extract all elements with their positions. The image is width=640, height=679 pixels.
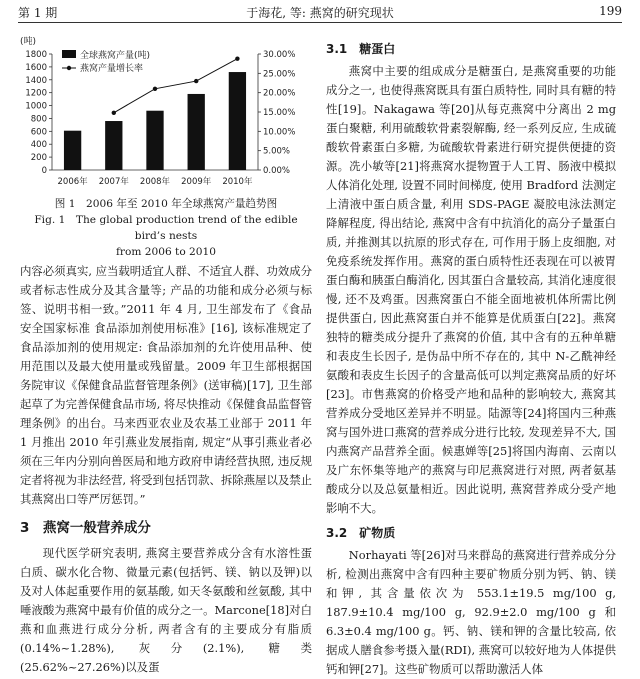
y-tick-label: 1200 [25, 88, 47, 99]
caption-cn: 图 1 2006 年至 2010 年全球燕窝产量趋势图 [54, 198, 278, 210]
y-tick-label: 1600 [25, 62, 47, 73]
right-column [326, 40, 616, 679]
page-number: 199 [599, 4, 622, 18]
bar-4 [229, 72, 246, 170]
right-paragraph-1: 燕窝中主要的组成成分是糖蛋白, 是燕窝重要的功能成分之一, 也使得燕窝既具有蛋白质特性, 同时具有糖的特性[19]。Nakagawa 等[20]从每克燕窝中分离出 2 mg 蛋白聚糖, 利用硫酸软骨素裂解酶, 经一系列反应, 生成硫酸软骨素蛋白多糖, 为硫酸软骨素进行研究提供便捷的资源。冼小敏等[21]将燕窝水提物置于人工胃、肠液中模拟人体消化处理, 设置不同时间梯度, 使用 Bradford 法测定上清液中蛋白质含量, 利用 SDS-PAGE 凝胶电泳法测定降解程度, 得出结论, 燕窝中含有中抗消化的高分子量蛋白质, 并推测其以抗原的形式存在, 可作用于肠上皮细胞, 对免疫系统发挥作用。燕窝的蛋白质特性还表现在可以被胃蛋白酶和胰蛋白酶消化, 因其蛋白含量较高, 其消化速度很慢, 还不及鸡蛋。因燕窝蛋白不能全面地被机体所需比例提供蛋白, 因此燕窝蛋白并不能算是优质蛋白[22]。燕窝独特的糖类成分提升了燕窝的价值, 其中含有的五种单糖和表皮生长因子, 是伪品中所不存在的, 其中 N-乙酰神经氨酸和表皮生长因子的含量高低可以判定燕窝品质的好坏[23]。市售燕窝的价格受产地和品种的影响较大, 燕窝其营养成分受地区差异并不明显。陆源等[24]将国内三种燕窝与国外进口燕窝的营养成分进行比较, 发现差异不大, 国内燕窝产品营养全面。候惠婵等[25]将国内海南、云南以及广东怀集等地产的燕窝与印尼燕窝进行对照, 两者氨基酸成分以及总氨量相近。因此说明, 燕窝营养成分受产地影响不大。 [326, 64, 616, 515]
growth-rate-point-1 [153, 87, 157, 91]
x-tick-label: 2006年 [57, 177, 88, 187]
y2-tick-label: 25.00% [263, 69, 296, 80]
y2-tick-label: 20.00% [263, 88, 296, 99]
y-tick-label: 1000 [25, 101, 47, 112]
left-paragraph-2: 现代医学研究表明, 燕窝主要营养成分含有水溶性蛋白质、碳水化合物、微量元素(包括钙、镁、钠以及钾)以及对人体起重要作用的氨基酸, 如天冬氨酸和丝氨酸, 其中唾液酸为燕窝中最有价值的成分之一。Marcone[18]对白燕和血燕进行成分分析, 两者含有的主要成分有脂质(0.14%~1.28%), 灰分(2.1%), 糖类(25.62%~27.26%)以及蛋 [20, 546, 312, 674]
y-tick-label: 1800 [25, 50, 47, 60]
legend-bar-label: 全球燕窝产量(吨) [80, 51, 151, 61]
y-axis-unit: (吨) [20, 37, 37, 47]
y-tick-label: 400 [30, 140, 47, 151]
y2-tick-label: 30.00% [263, 50, 296, 60]
left-paragraph-1: 内容必须真实, 应当载明适宜人群、不适宜人群、功效成分或者标志性成分及其含量等; 产品的功能和成分必须与标签、说明书相一致。”2011 年 4 月, 卫生部发布了《食品安全国家标准 食品添加剂使用标准》[16], 该标准规定了食品添加剂的使用规定: 食品添加剂的允许使用品种、使用范围以及最大使用量或残留量。2009 年卫生部根据国务院审议《保健食品监督管理条例》(送审稿)[17], 卫生部起草了为完善保健食品市场, 将尽快推动《保健食品监督管理条例》的出台。马来西亚农业及农基工业部于 2011 年 1 月推出 2010 年引燕业发展指南, 规定“从事引燕业者必须在三年内分别向兽医局和地方政府申请经营执照, 违反规定者将视为非法经营, 将受到包括罚款、拆除燕屋以及禁止其燕窝出口等严厉惩罚。” [20, 264, 313, 506]
y2-tick-label: 0.00% [263, 166, 291, 176]
y2-tick-label: 5.00% [263, 146, 291, 157]
caption-en-line1: Fig. 1 The global production trend of the edible bird’s nests [34, 214, 298, 242]
y-tick-label: 600 [30, 127, 47, 138]
header-rule [18, 22, 622, 23]
running-header [18, 2, 622, 22]
production-chart [14, 34, 314, 194]
bar-0 [64, 131, 81, 170]
x-tick-label: 2010年 [222, 177, 253, 187]
x-tick-label: 2008年 [139, 177, 171, 187]
y2-tick-label: 15.00% [263, 108, 296, 118]
section-3-heading: 3 燕窝一般营养成分 [20, 520, 151, 536]
legend-bar-swatch [62, 50, 76, 58]
y-tick-label: 200 [30, 153, 47, 164]
issue-number: 第 1 期 [18, 6, 58, 20]
right-paragraph-2: Norhayati 等[26]对马来群岛的燕窝进行营养成分分析, 检测出燕窝中含有四种主要矿物质分别为钙、钠、镁和钾, 其含量依次为 553.1±19.5 mg/100 g, 187.9±10.4 mg/100 g, 92.9±2.0 mg/100 g 和 6.3±0.4 mg/100 g。钙、钠、镁和钾的含量比较高, 依据成人膳食参考摄入量(RDI), 燕窝可以较好地为人体提供钙和钾[27]。这些矿物质可以帮助激活人体 [326, 548, 616, 676]
x-tick-label: 2007年 [98, 177, 129, 187]
growth-rate-point-0 [112, 111, 116, 115]
left-column [20, 262, 312, 677]
growth-rate-point-3 [235, 56, 239, 60]
section-3-2-heading: 3.2 矿物质 [326, 526, 396, 540]
x-tick-label: 2009年 [181, 177, 212, 187]
caption-en-line2: from 2006 to 2010 [115, 246, 217, 258]
y2-tick-label: 10.00% [263, 127, 296, 138]
y-tick-label: 1400 [25, 75, 47, 86]
y-tick-label: 800 [30, 114, 47, 125]
bar-3 [188, 94, 205, 170]
y-tick-label: 0 [41, 166, 47, 176]
section-3-1-heading: 3.1 糖蛋白 [326, 42, 396, 56]
legend-line-label: 燕窝产量增长率 [80, 64, 144, 74]
bar-2 [146, 111, 163, 170]
growth-rate-point-2 [194, 79, 198, 83]
running-title: 于海花, 等: 燕窝的研究现状 [246, 6, 394, 20]
bar-1 [105, 121, 122, 170]
legend-line-marker [67, 66, 71, 70]
figure-caption [20, 196, 312, 260]
